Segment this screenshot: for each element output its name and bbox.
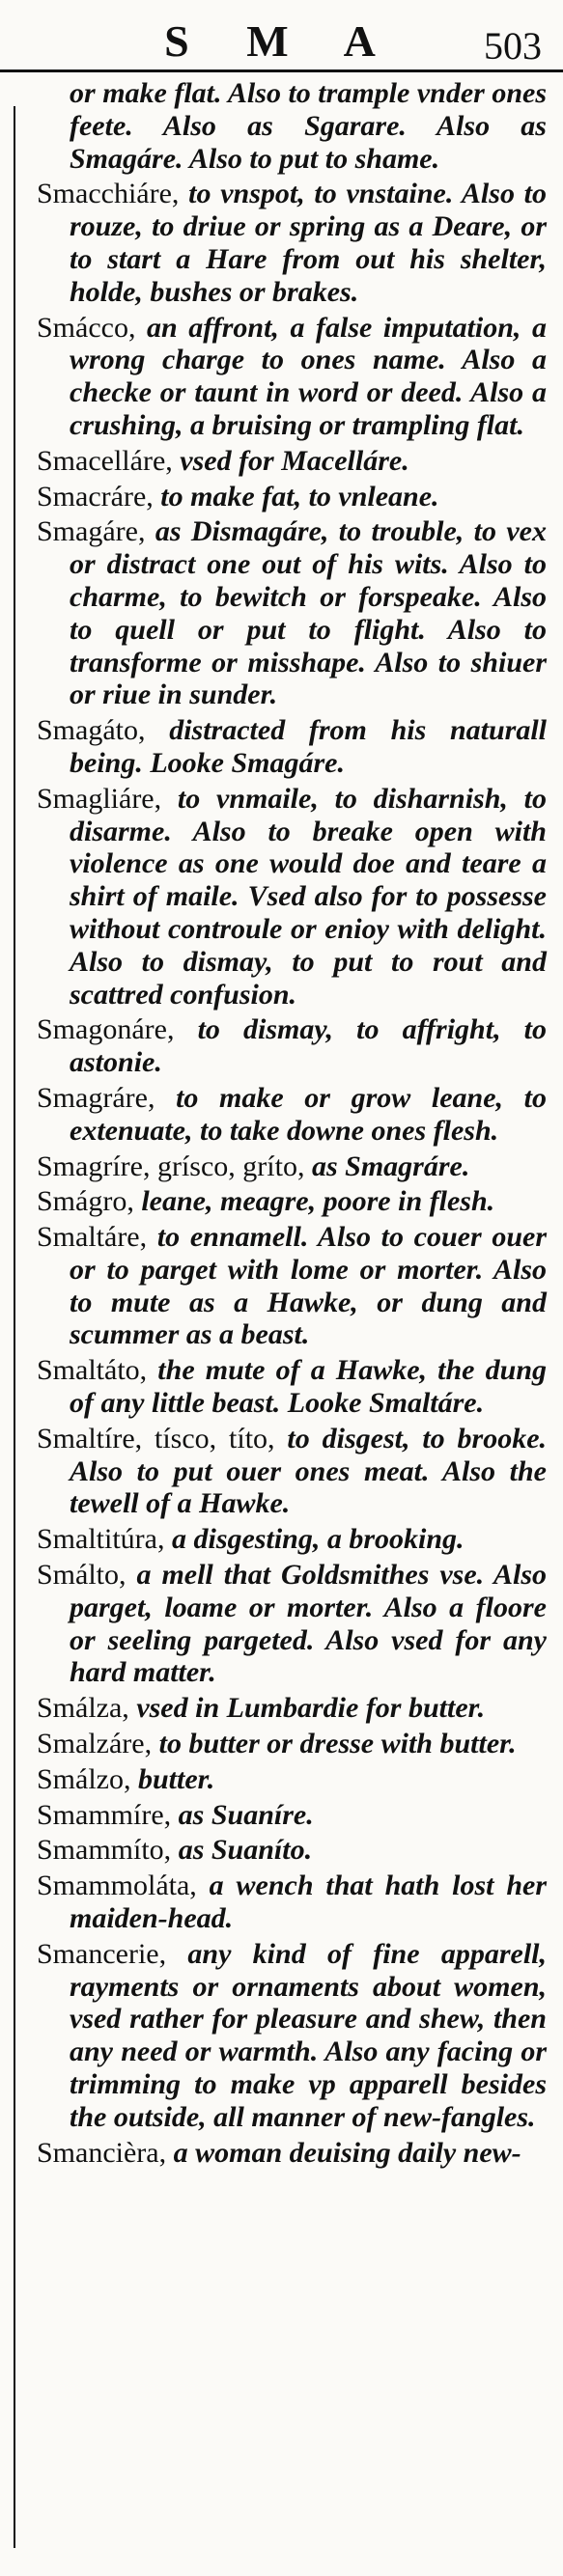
entry-headword: Smaltitúra, [37, 1523, 165, 1556]
page-number: 503 [484, 24, 542, 68]
dictionary-entry [37, 1870, 547, 1935]
running-head: S M A [164, 16, 399, 66]
dictionary-entry [37, 178, 547, 308]
entry-headword: Smaltíre, tísco, títo, [37, 1422, 275, 1454]
dictionary-entry [37, 1354, 547, 1420]
entry-definition: to vnspot, to vnstaine. Also to rouze, to driue or spring as a Deare, or to start a Hare from out his shelter, holde, bushes or brakes. [70, 178, 547, 308]
entry-headword: Smagliáre, [37, 782, 162, 815]
entry-definition: a disgesting, a brooking. [171, 1523, 464, 1556]
entry-headword: Smálto, [37, 1559, 127, 1592]
entry-definition: to dismay, to affright, to astonie. [70, 1013, 547, 1079]
dictionary-entry [37, 1013, 547, 1079]
entry-headword: Smacráre, [37, 480, 154, 512]
dictionary-entry [37, 1938, 547, 2134]
entry-definition: to make fat, to vnleane. [160, 480, 439, 512]
entry-definition: the mute of a Hawke, the dung of any little beast. Looke Smaltáre. [70, 1354, 547, 1420]
entry-headword: Smancièra, [37, 2136, 167, 2169]
entry-headword: Smaltáre, [37, 1221, 148, 1254]
entry-headword: Smálza, [37, 1692, 129, 1725]
entry-headword: Smaltáto, [37, 1354, 148, 1387]
dictionary-entry [37, 1221, 547, 1351]
entry-definition: any kind of fine apparell, rayments or ornaments about women, vsed rather for pleasure and shew, then any need or warmth. Also any facing or trimming to make vp apparell besides the outside, all manner of new-fangles. [70, 1937, 547, 2133]
entry-headword: Smagonáre, [37, 1013, 175, 1046]
entry-headword: Smammoláta, [37, 1870, 197, 1902]
entry-definition: as Suaníre. [178, 1798, 314, 1831]
entry-definition: to butter or dresse with butter. [158, 1728, 517, 1760]
entry-headword: Smagráre, [37, 1081, 155, 1114]
entry-definition: butter. [138, 1762, 215, 1795]
entry-headword: Smágro, [37, 1185, 134, 1218]
entry-headword: Smagáre, [37, 515, 146, 548]
entry-definition: to vnmaile, to disharnish, to disarme. Also to breake open with violence as one would doe and teare a shirt of maile. Vsed also for to possesse without controule or enioy with delight. Also to dismay, to put to rout and scattred confusion. [70, 782, 548, 1011]
dictionary-entry [37, 1728, 547, 1760]
entry-definition: leane, meagre, poore in flesh. [141, 1185, 495, 1218]
entry-definition: a wench that hath lost her maiden-head. [70, 1870, 548, 1935]
dictionary-entry [37, 515, 547, 711]
dictionary-entry [37, 783, 547, 1011]
entry-headword: Smálzo, [37, 1762, 131, 1795]
entry-headword: Smalzáre, [37, 1728, 153, 1760]
margin-rule [14, 106, 15, 2548]
entry-headword: Smancerie, [37, 1937, 167, 1970]
entry-headword: Smacchiáre, [37, 178, 180, 210]
entry-definition: vsed for Macelláre. [180, 444, 409, 477]
dictionary-entry [37, 1185, 547, 1218]
page-header [0, 0, 563, 72]
dictionary-entry [37, 1523, 547, 1556]
dictionary-entry [37, 714, 547, 780]
entry-definition: vsed in Lumbardie for butter. [136, 1692, 486, 1725]
dictionary-entry [37, 1692, 547, 1725]
dictionary-entry [37, 481, 547, 513]
entry-headword: Smagáto, [37, 714, 146, 747]
entry-definition: or make flat. Also to trample vnder ones feete. Also as Sgarare. Also as Smagáre. Also to put to shame. [70, 77, 547, 175]
entry-definition: as Dismagáre, to trouble, to vex or distract one out of his wits. Also to charme, to bewitch or forspeake. Also to quell or put to flight. Also to transforme or misshape. Also to shiuer or riue in sunder. [70, 515, 547, 711]
dictionary-entry [37, 312, 547, 442]
dictionary-entry [37, 1559, 547, 1689]
dictionary-entry [37, 1834, 547, 1867]
dictionary-entry [37, 1799, 547, 1832]
dictionary-entry [37, 2137, 547, 2170]
dictionary-entry [37, 1150, 547, 1183]
entry-headword: Smácco, [37, 311, 136, 344]
entry-definition: as Smagráre. [311, 1150, 470, 1182]
entry-headword: Smammíre, [37, 1798, 172, 1831]
entry-headword: Smammíto, [37, 1834, 172, 1867]
entry-headword: Smacelláre, [37, 444, 173, 477]
dictionary-entry [37, 77, 547, 175]
entry-definition: an affront, a false imputation, a wrong charge to ones name. Also a checke or taunt in word or deed. Also a crushing, a bruising or trampling flat. [70, 311, 547, 441]
entry-definition: to make or grow leane, to extenuate, to take downe ones flesh. [70, 1081, 547, 1147]
entry-definition: distracted from his naturall being. Looke Smagáre. [70, 714, 548, 779]
entry-headword: Smagríre, grísco, gríto, [37, 1150, 305, 1182]
entry-definition: a woman deuising daily new- [173, 2136, 521, 2169]
entry-definition: to disgest, to brooke. Also to put ouer ones meat. Also the tewell of a Hawke. [70, 1422, 548, 1520]
dictionary-entry [37, 445, 547, 478]
entry-definition: a mell that Goldsmithes vse. Also parget, loame or morter. Also a floore or seeling pargeted. Also vsed for any hard matter. [70, 1559, 548, 1689]
entry-list [37, 77, 547, 2172]
dictionary-entry [37, 1423, 547, 1520]
dictionary-entry [37, 1082, 547, 1148]
header-rule [0, 69, 563, 72]
entry-definition: as Suaníto. [178, 1834, 313, 1867]
entry-definition: to ennamell. Also to couer ouer or to parget with lome or morter. Also to mute as a Hawke, or dung and scummer as a beast. [70, 1221, 547, 1351]
dictionary-entry [37, 1763, 547, 1796]
